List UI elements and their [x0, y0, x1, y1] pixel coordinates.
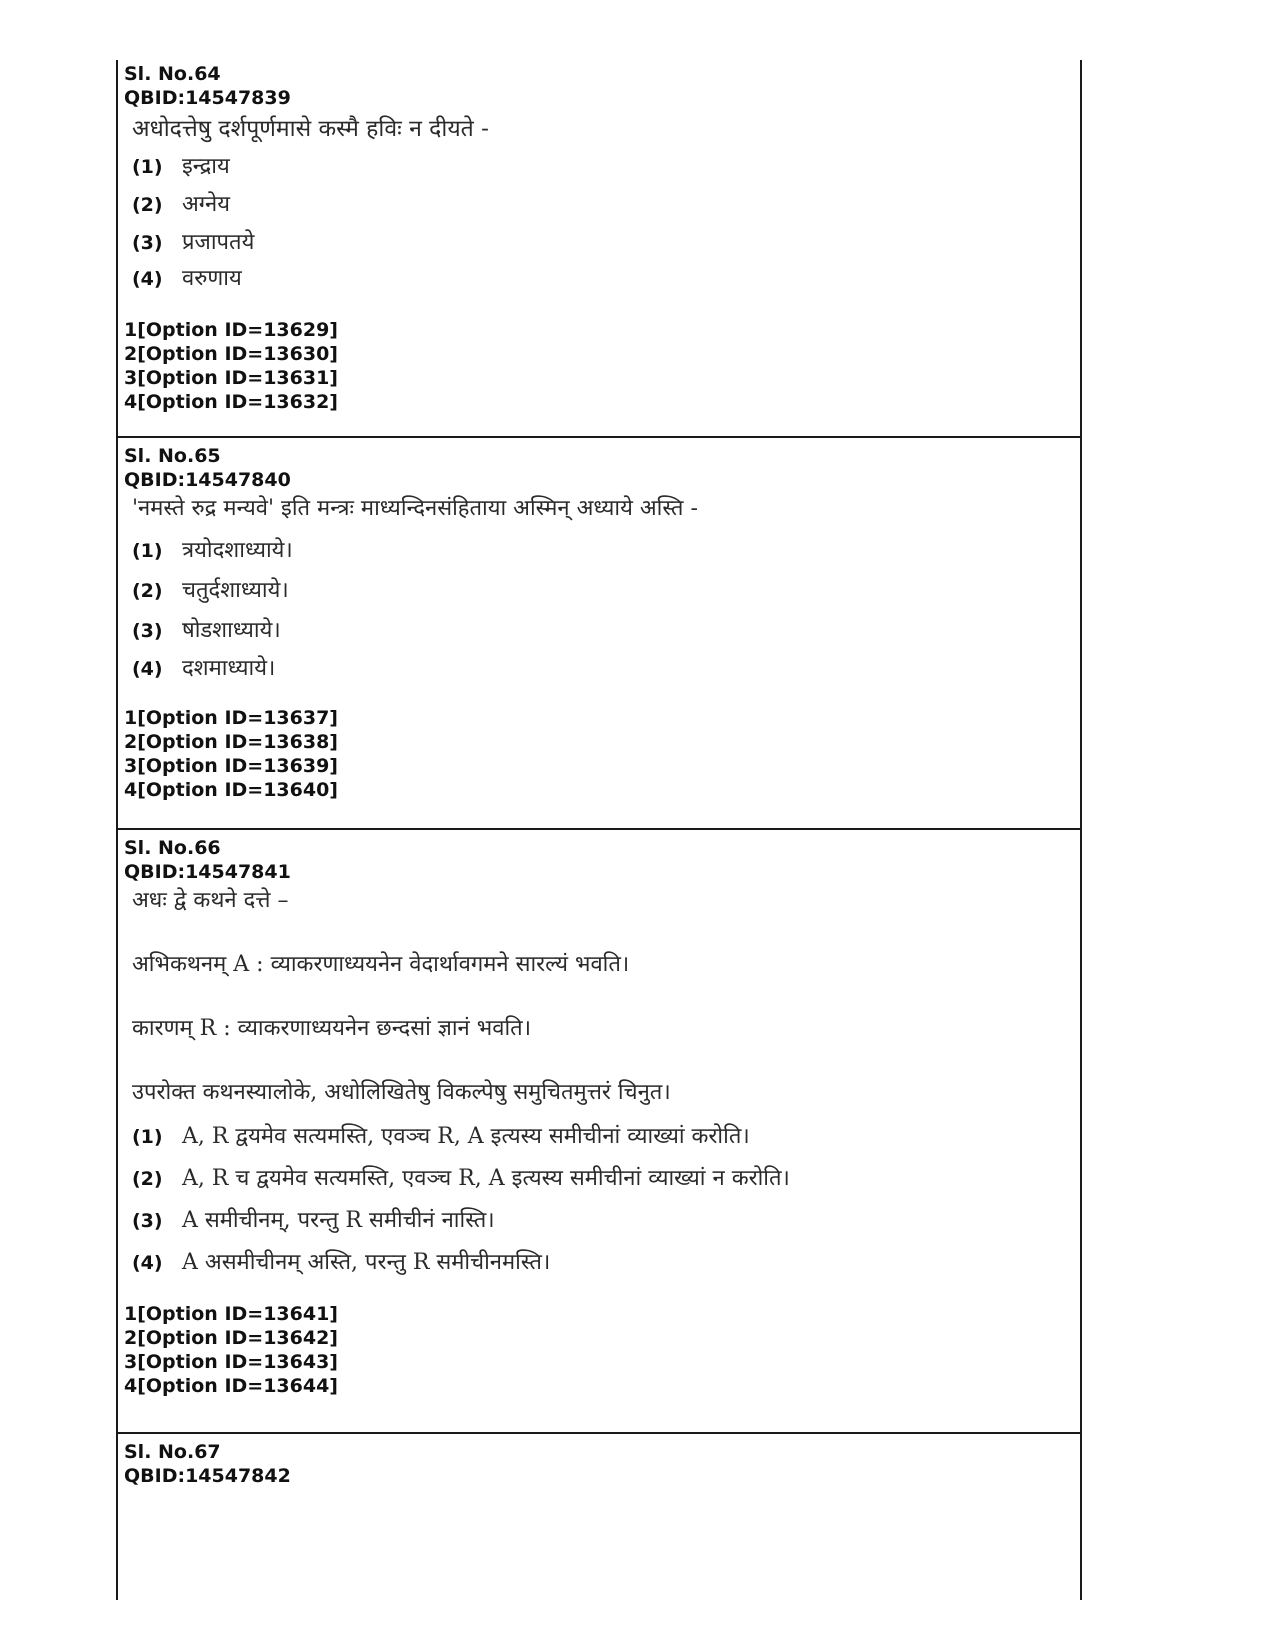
option-text: दशमाध्याये। — [182, 656, 276, 681]
option-text: षोडशाध्याये। — [182, 618, 281, 643]
option-id-list — [124, 1302, 1080, 1398]
option-text: चतुर्दशाध्याये। — [182, 578, 289, 603]
option-number: (2) — [132, 194, 163, 216]
option-number: (4) — [132, 658, 163, 680]
serial-number: Sl. No.65 — [124, 445, 221, 467]
option-number: (3) — [132, 232, 163, 254]
serial-number: Sl. No.64 — [124, 63, 221, 85]
question-stem: 'नमस्ते रुद्र मन्यवे' इति मन्त्रः माध्यन्दिनसंहिताया अस्मिन् अध्याये अस्ति - — [132, 496, 698, 521]
serial-number: Sl. No.66 — [124, 837, 221, 859]
option-2 — [132, 1162, 1080, 1192]
serial-number: Sl. No.67 — [124, 1441, 221, 1463]
option-text: A असमीचीनम् अस्ति, परन्तु R समीचीनमस्ति। — [182, 1250, 551, 1275]
option-number: (4) — [132, 1252, 163, 1274]
option-id: 4[Option ID=13632] — [124, 391, 338, 413]
option-text: A समीचीनम्, परन्तु R समीचीनं नास्ति। — [182, 1208, 495, 1233]
option-text: इन्द्राय — [182, 154, 230, 179]
option-id: 1[Option ID=13637] — [124, 707, 338, 729]
question-block-67 — [118, 1432, 1080, 1488]
option-2 — [132, 188, 1080, 218]
question-block-64 — [118, 62, 1080, 414]
option-text: A, R द्वयमेव सत्यमस्ति, एवञ्च R, A इत्यस्य समीचीनां व्याख्यां करोति। — [182, 1124, 750, 1149]
option-number: (1) — [132, 156, 163, 178]
question-block-65 — [118, 436, 1080, 802]
option-id: 3[Option ID=13643] — [124, 1351, 338, 1373]
option-text: A, R च द्वयमेव सत्यमस्ति, एवञ्च R, A इत्यस्य समीचीनां व्याख्यां न करोति। — [182, 1166, 790, 1191]
reason-statement: कारणम् R : व्याकरणाध्ययनेन छन्दसां ज्ञानं भवति। — [132, 1016, 532, 1041]
question-block-66 — [118, 828, 1080, 1398]
option-number: (4) — [132, 268, 163, 290]
option-number: (2) — [132, 580, 163, 602]
option-id: 1[Option ID=13629] — [124, 319, 338, 341]
option-3 — [132, 614, 1080, 644]
option-3 — [132, 1204, 1080, 1234]
option-number: (1) — [132, 540, 163, 562]
option-number: (1) — [132, 1126, 163, 1148]
option-number: (3) — [132, 620, 163, 642]
question-stem: अधोदत्तेषु दर्शपूर्णमासे कस्मै हविः न दीयते - — [132, 116, 489, 142]
option-2 — [132, 574, 1080, 604]
option-id: 4[Option ID=13644] — [124, 1375, 338, 1397]
assertion-statement: अभिकथनम् A : व्याकरणाध्ययनेन वेदार्थावगमने सारल्यं भवति। — [132, 952, 630, 977]
option-text: अग्नेय — [182, 192, 230, 217]
option-text: वरुणाय — [182, 266, 242, 291]
qbid: QBID:14547841 — [124, 861, 291, 883]
instruction-text: उपरोक्त कथनस्यालोके, अधोलिखितेषु विकल्पेषु समुचितमुत्तरं चिनुत। — [132, 1080, 671, 1105]
option-id: 2[Option ID=13630] — [124, 343, 338, 365]
option-number: (3) — [132, 1210, 163, 1232]
option-4 — [132, 652, 1080, 682]
option-id: 4[Option ID=13640] — [124, 779, 338, 801]
qbid: QBID:14547840 — [124, 469, 291, 491]
option-id: 3[Option ID=13631] — [124, 367, 338, 389]
qbid: QBID:14547839 — [124, 87, 291, 109]
option-4 — [132, 1246, 1080, 1276]
option-1 — [132, 150, 1080, 180]
option-id: 1[Option ID=13641] — [124, 1303, 338, 1325]
option-id: 2[Option ID=13642] — [124, 1327, 338, 1349]
option-text: प्रजापतये — [182, 230, 255, 255]
option-id-list — [124, 706, 1080, 802]
option-id: 3[Option ID=13639] — [124, 755, 338, 777]
option-1 — [132, 1120, 1080, 1150]
option-number: (2) — [132, 1168, 163, 1190]
option-1 — [132, 534, 1080, 564]
question-stem: अधः द्वे कथने दत्ते – — [132, 888, 289, 913]
option-3 — [132, 226, 1080, 256]
qbid: QBID:14547842 — [124, 1465, 291, 1487]
option-4 — [132, 262, 1080, 292]
option-text: त्रयोदशाध्याये। — [182, 538, 293, 563]
option-id-list — [124, 318, 1080, 414]
option-id: 2[Option ID=13638] — [124, 731, 338, 753]
question-paper-frame — [116, 60, 1082, 1600]
